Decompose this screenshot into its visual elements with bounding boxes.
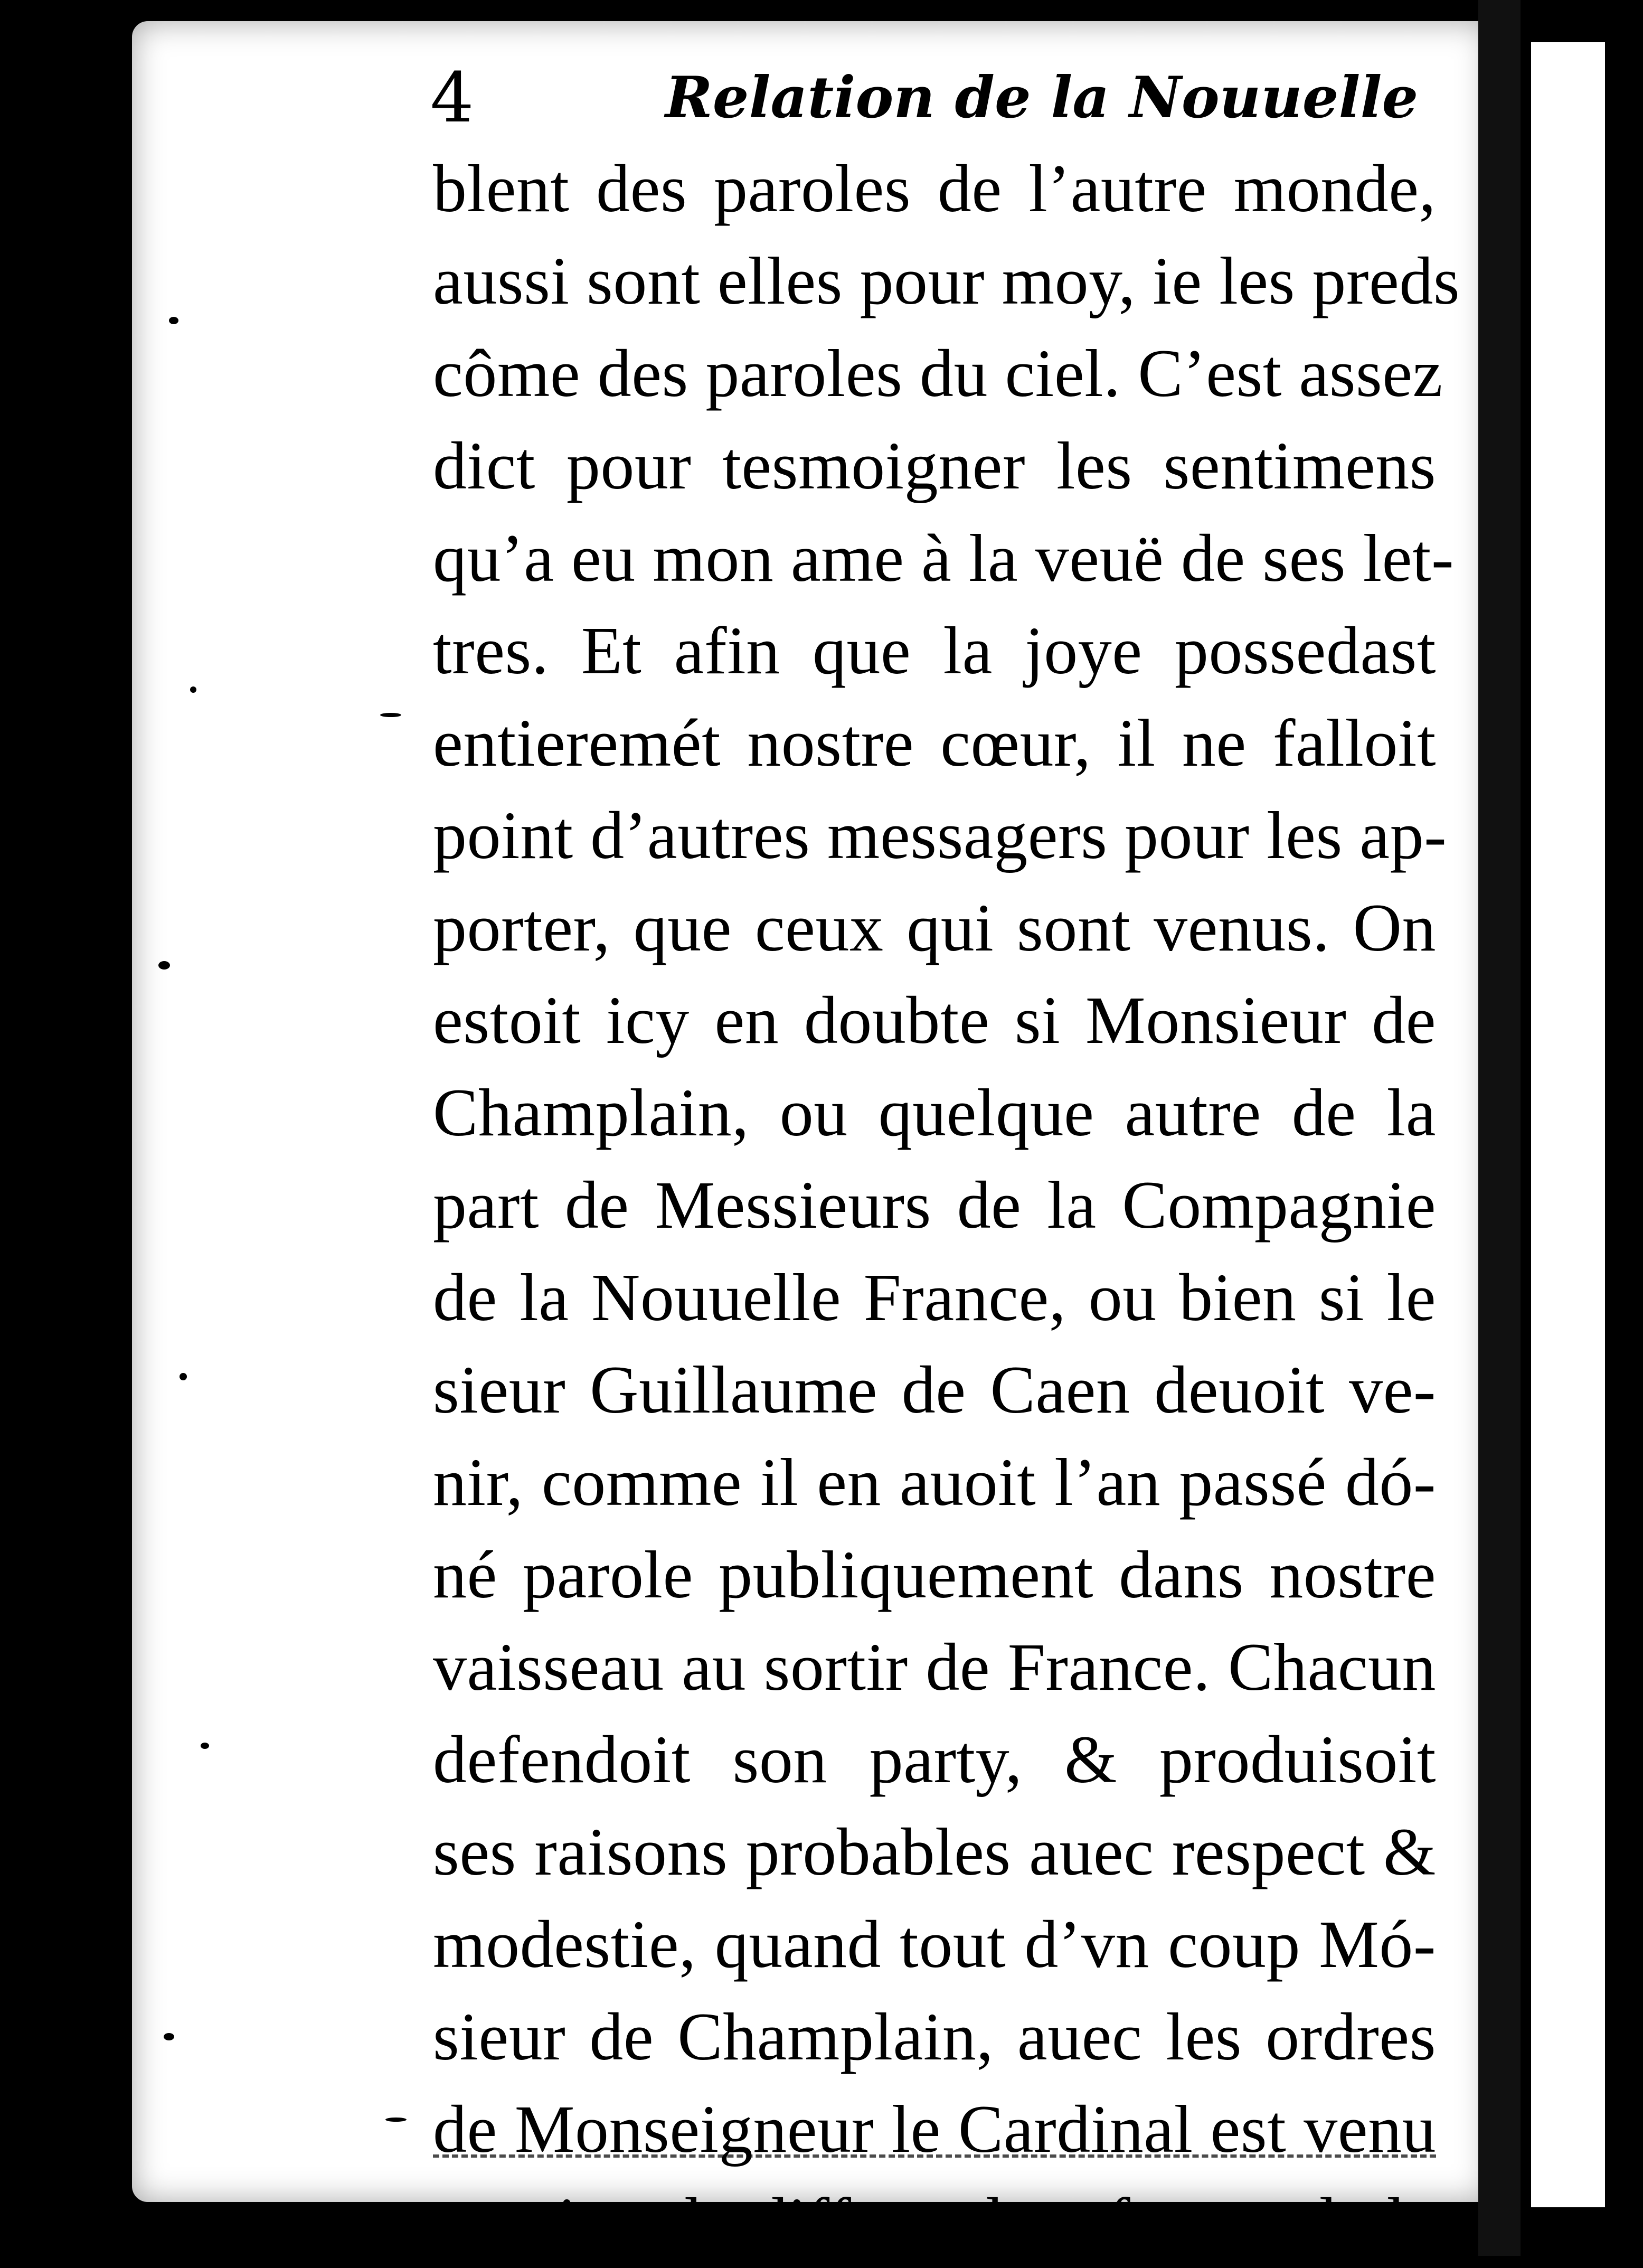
scan-speck [164,2033,174,2040]
text-line: nir, comme il en auoit l’an passé dó- [433,1445,1436,1520]
text-line: terminer le differend en faueur de la [433,2184,1436,2259]
body-text [433,143,1460,2268]
text-line: modestie, quand tout d’vn coup Mó- [433,1907,1436,1982]
text-line: sieur Guillaume de Caen deuoit ve- [433,1352,1436,1427]
text-line: part de Messieurs de la Compagnie [433,1168,1436,1243]
text-line: de la Nouuelle France, ou bien si le [433,1260,1436,1335]
text-line: estoit icy en doubte si Monsieur de [433,983,1436,1058]
bottom-rule [433,2139,1436,2158]
scan-speck [385,2118,407,2122]
scan-speck [201,1743,209,1749]
text-line: point d’autres messagers pour les ap- [433,798,1447,873]
text-line: entieremét nostre cœur, il ne falloit [433,705,1436,780]
page-number: 4 [430,58,474,138]
text-line: sieur de Champlain, auec les ordres [433,1999,1436,2074]
text-line: tres. Et afin que la joye possedast [433,613,1436,688]
scan-speck [180,1373,187,1380]
text-line: côme des paroles du ciel. C’est assez [433,336,1443,411]
text-line: dict pour tesmoigner les sentimens [433,428,1436,503]
text-line: de Monseigneur le Cardinal est venu [433,2092,1436,2167]
text-line: blent des paroles de l’autre monde, [433,151,1436,226]
scan-border-right [1605,0,1643,2256]
running-title: Relation de la Nouuelle [665,64,1419,131]
text-line: qu’a eu mon ame à la veuë de ses let- [433,521,1455,596]
binding-shadow [1478,0,1521,2256]
scan-speck [380,713,401,717]
text-line: Champlain, ou quelque autre de la [433,1075,1436,1150]
text-line: aussi sont elles pour moy, ie les preds [433,243,1460,318]
text-line: defendoit son party, & produisoit [433,1722,1436,1797]
scan-speck [158,961,170,970]
text-line: né parole publiquement dans nostre [433,1537,1436,1612]
scan-speck [169,317,178,324]
text-line: ses raisons probables auec respect & [433,1814,1436,1889]
scan-speck [190,686,196,693]
text-line: vaisseau au sortir de France. Chacun [433,1630,1436,1705]
text-line: porter, que ceux qui sont venus. On [433,890,1436,965]
